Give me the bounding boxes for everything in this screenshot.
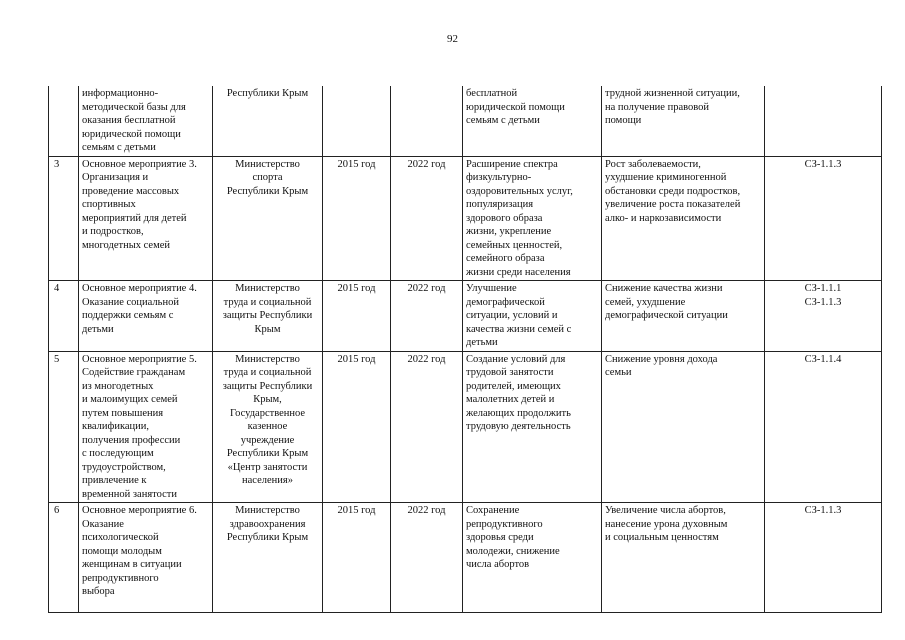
indicator-link-cell (765, 86, 882, 156)
executor-cell: Министерство труда и социальной защиты Республики Крым (213, 281, 323, 352)
row-number: 6 (49, 503, 79, 613)
result-cell: Расширение спектра физкультурно- оздоровительных услуг, популяризация здорового образа жизни, укрепление семейных ценностей, семейного образа жизни среди населения (463, 156, 602, 281)
consequence-cell: трудной жизненной ситуации, на получение правовой помощи (602, 86, 765, 156)
table-row (49, 281, 882, 352)
table-row (49, 351, 882, 503)
end-year-cell (391, 86, 463, 156)
end-year-cell: 2022 год (391, 503, 463, 613)
table-row (49, 156, 882, 281)
executor-cell: Министерство здравоохранения Республики Крым (213, 503, 323, 613)
result-cell: бесплатной юридической помощи семьям с детьми (463, 86, 602, 156)
start-year-cell: 2015 год (323, 351, 391, 503)
result-cell: Создание условий для трудовой занятости родителей, имеющих малолетних детей и желающих продолжить трудовую деятельность (463, 351, 602, 503)
row-number: 3 (49, 156, 79, 281)
consequence-cell: Увеличение числа абортов, нанесение урона духовным и социальным ценностям (602, 503, 765, 613)
measures-table (48, 86, 882, 613)
measure-cell: Основное мероприятие 6. Оказание психологической помощи молодым женщинам в ситуации репродуктивного выбора (79, 503, 213, 613)
indicator-link-cell: СЗ-1.1.4 (765, 351, 882, 503)
start-year-cell: 2015 год (323, 503, 391, 613)
row-number: 4 (49, 281, 79, 352)
start-year-cell: 2015 год (323, 281, 391, 352)
table-row (49, 503, 882, 613)
result-cell: Улучшение демографической ситуации, условий и качества жизни семей с детьми (463, 281, 602, 352)
consequence-cell: Снижение уровня дохода семьи (602, 351, 765, 503)
result-cell: Сохранение репродуктивного здоровья среди молодежи, снижение числа абортов (463, 503, 602, 613)
executor-cell: Министерство спорта Республики Крым (213, 156, 323, 281)
measure-cell: Основное мероприятие 3. Организация и проведение массовых спортивных мероприятий для детей и подростков, многодетных семей (79, 156, 213, 281)
row-number: 5 (49, 351, 79, 503)
start-year-cell: 2015 год (323, 156, 391, 281)
end-year-cell: 2022 год (391, 281, 463, 352)
consequence-cell: Снижение качества жизни семей, ухудшение демографической ситуации (602, 281, 765, 352)
indicator-link-cell: СЗ-1.1.3 (765, 156, 882, 281)
measure-cell: Основное мероприятие 5. Содействие гражданам из многодетных и малоимущих семей путем повышения квалификации, получения профессии с последующим трудоустройством, привлечение к временной занятости (79, 351, 213, 503)
executor-cell: Министерство труда и социальной защиты Республики Крым, Государственное казенное учреждение Республики Крым «Центр занятости населения» (213, 351, 323, 503)
end-year-cell: 2022 год (391, 351, 463, 503)
start-year-cell (323, 86, 391, 156)
indicator-link-cell: СЗ-1.1.3 (765, 503, 882, 613)
measure-cell: информационно- методической базы для оказания бесплатной юридической помощи семьям с детьми (79, 86, 213, 156)
consequence-cell: Рост заболеваемости, ухудшение криминогенной обстановки среди подростков, увеличение роста показателей алко- и наркозависимости (602, 156, 765, 281)
indicator-link-cell: СЗ-1.1.1 СЗ-1.1.3 (765, 281, 882, 352)
executor-cell: Республики Крым (213, 86, 323, 156)
row-number (49, 86, 79, 156)
end-year-cell: 2022 год (391, 156, 463, 281)
table-row (49, 86, 882, 156)
page-number: 92 (447, 33, 458, 45)
measure-cell: Основное мероприятие 4. Оказание социальной поддержки семьям с детьми (79, 281, 213, 352)
